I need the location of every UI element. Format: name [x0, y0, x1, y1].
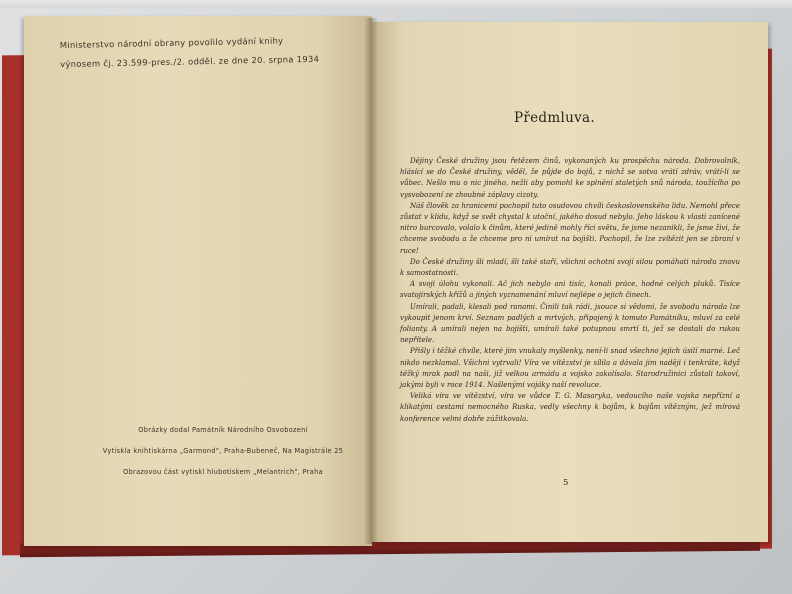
preface-paragraph: Dějiny České družiny jsou řetězem činů, vykonaných ku prospěchu národa. Dobrovolník, hlásící se do České družiny, věděl, že půjde do bojů, z nichž se sotva vrátí zdráv, vrátí-li se vůbec. Nešlo mu o nic jiného, nežli aby pomohl ke splnění staletých snů národa, toužícího po vysvobození ze zhoubné záplavy cizoty.	[400, 157, 740, 199]
preface-paragraph: Veliká víra ve vítězství, víra ve vůdce T. G. Masaryka, vedoucího naše vojska nepřízní a klikatými cestami nemocného Ruska, vedly všechny k bojům, k bojům vítězným, jež mírová konference velmi dobře zúžitkovala.	[400, 392, 740, 423]
credit-line: Obrázky dodal Památník Národního Osvobození	[138, 426, 308, 434]
credit-line: Obrazovou část vytiskl hlubotiskem „Melantrich", Praha	[123, 468, 323, 476]
printing-credits	[88, 420, 358, 483]
preface-paragraph: Náš člověk za hranicemi pochopil tuto osudovou chvíli československého lidu. Nemohl přece zůstat v klidu, když se svět chystal k utoční, jakého dosud nebylo. Jeho láskou k vlasti zanícené nitro burcovalo, volalo k činům, které jedině mohly říci světu, že jsme nezanikli, že jsme živi, že chceme svobodu a že chceme pro ni umírat na bojišti. Pochopil, že lze zvítězit jen se zbraní v ruce!	[400, 201, 740, 255]
preface-paragraph: Přišly i těžké chvíle, které jim vnukaly myšlenky, není-li snad všechno jejich úsilí marné. Leč nikdo nezklamal. Všichni vytrvali! Víra ve vítězství je sílila a dávala jim naději i tenkráte, když těžký mrak padl na naši, již velkou armádu a vojsko zakolísalo. Starodružinici zůstali takoví, jakými byli v roce 1914. Našlenými vojáky naší revoluce.	[400, 347, 740, 390]
background-paper	[0, 0, 792, 8]
permit-line: výnosem čj. 23.599-pres./2. odděl. ze dne 20. srpna 1934	[60, 53, 320, 70]
credit-line: Vytiskla knihtiskárna „Garmond", Praha-Bubeneč, Na Magistrále 25	[102, 447, 344, 455]
book-gutter	[364, 18, 378, 544]
preface-paragraph: Do České družiny šli mladí, šli také staří, všichni ochotni svojí silou pomáhati národu znovu k samostatnosti.	[400, 257, 740, 278]
preface-paragraph: A svoji úlohu vykonali. Ač jich nebylo ani tisíc, konali práce, hodné celých pluků. Tisíce svatojirských křížů a jiných vyznamenání mluví nejlépe o jejich činech.	[400, 280, 740, 300]
publication-permit	[60, 30, 361, 74]
chapter-title: Předmluva.	[514, 110, 595, 126]
permit-line: Ministerstvo národní obrany povolilo vydání knihy	[59, 35, 284, 51]
page-number: 5	[563, 478, 569, 488]
preface-paragraph: Umírali, padali, klesali pod ranami. Činili tak rádi, jsouce si vědomi, že svobodu národa lze vykoupit jenom krví. Seznam padlých a mrtvých, připojený k tomuto Památníku, mluví za celé folianty. A umírali nejen na bojišti, umírali také potupnou smrtí ti, jež se dostali do rukou nepřítele.	[400, 302, 740, 345]
preface-text	[400, 156, 740, 425]
